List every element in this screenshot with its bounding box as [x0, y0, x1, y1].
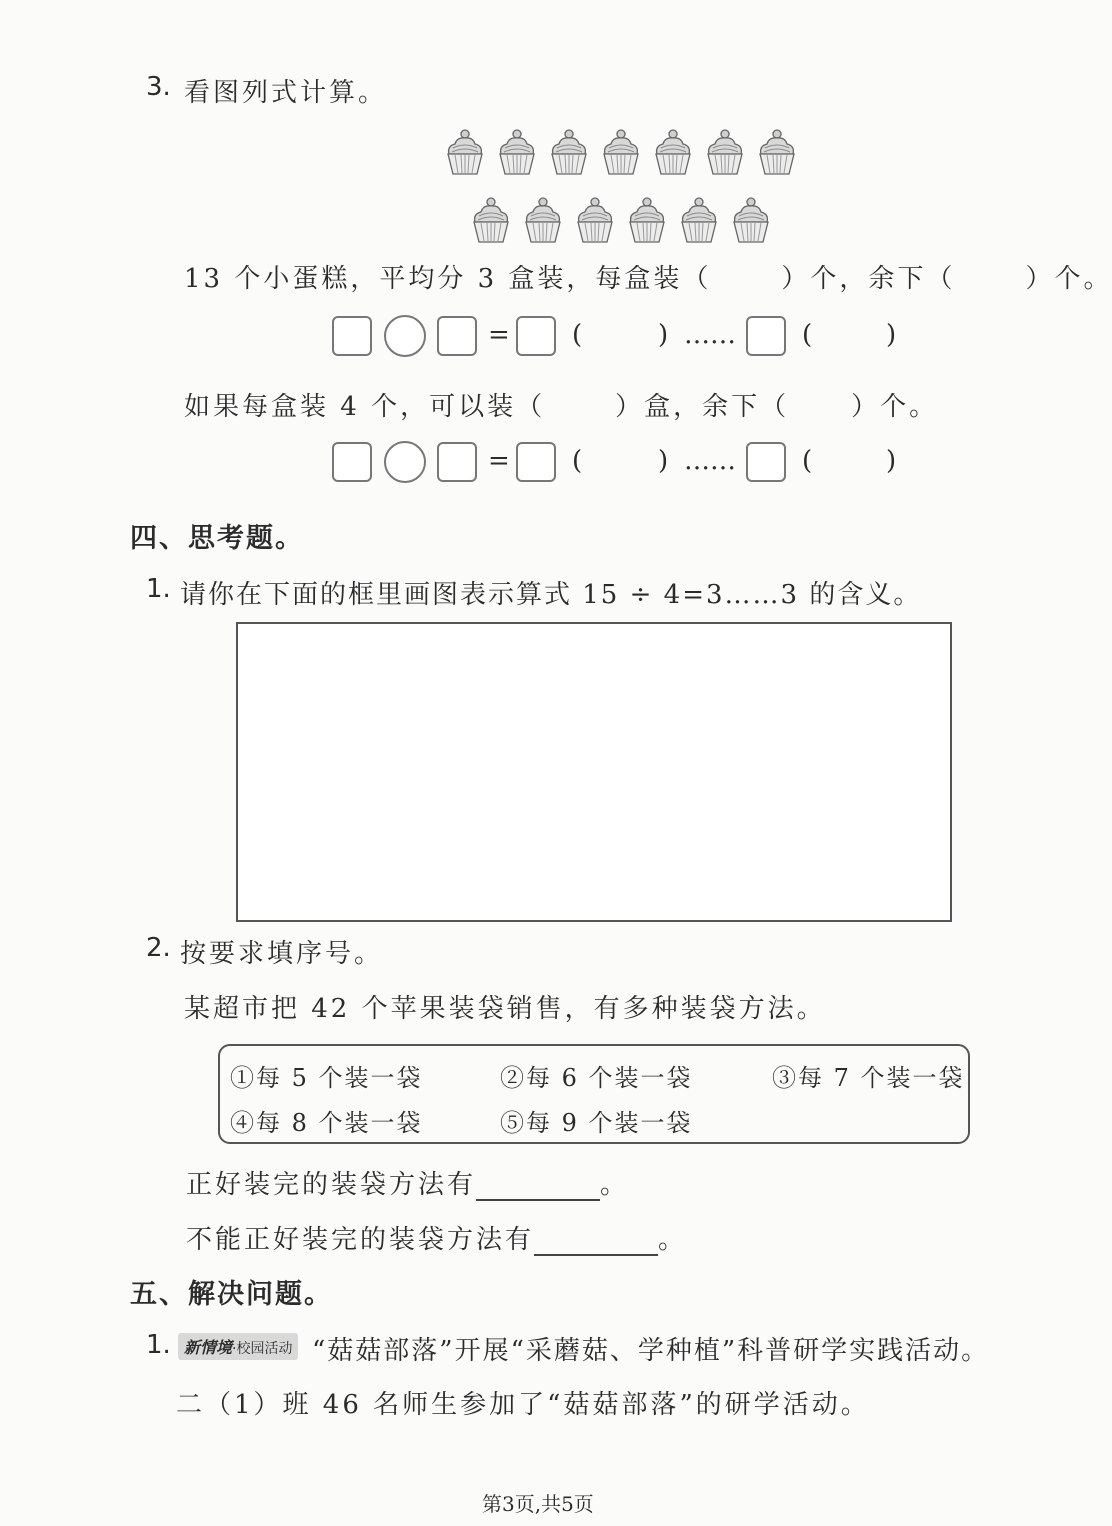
option-4: ④每 8 个装一袋	[230, 1109, 423, 1137]
close-paren: )	[886, 320, 897, 350]
cupcake-icon	[678, 196, 720, 246]
close-paren: )	[886, 446, 897, 476]
q3-line2	[184, 386, 938, 423]
s4-q2-title: 按要求填序号。	[180, 939, 384, 969]
cupcake-icon	[756, 128, 798, 178]
option-3: ③每 7 个装一袋	[772, 1064, 965, 1092]
q3-line1-part-b: ）个，余下（	[781, 264, 956, 294]
remainder-dots: ……	[684, 320, 736, 350]
new-context-tag	[178, 1333, 298, 1360]
q3-line1	[184, 258, 1112, 295]
section-5-heading: 五、解决问题。	[130, 1279, 333, 1310]
tag-main: 新情境	[184, 1338, 233, 1357]
section-4-heading: 四、思考题。	[130, 523, 304, 554]
s5-q1-line1: “菇菇部落”开展“采蘑菇、学种植”科普研学实践活动。	[312, 1336, 990, 1366]
cupcake-icon	[652, 128, 694, 178]
fill-line-1	[186, 1164, 629, 1201]
cupcake-icon	[444, 128, 486, 178]
remainder-dots: ……	[684, 446, 736, 476]
q3-title: 看图列式计算。	[184, 78, 388, 108]
cupcake-icon	[600, 128, 642, 178]
equals-sign: =	[488, 320, 510, 350]
cupcake-icon	[730, 196, 772, 246]
divisor-box[interactable]	[437, 442, 477, 482]
dividend-box[interactable]	[332, 442, 372, 482]
operator-circle[interactable]	[384, 441, 426, 483]
remainder-box[interactable]	[746, 316, 786, 356]
option-1: ①每 5 个装一袋	[230, 1064, 423, 1092]
option-5: ⑤每 9 个装一袋	[500, 1109, 693, 1137]
cupcake-icon	[626, 196, 668, 246]
remainder-box[interactable]	[746, 442, 786, 482]
s4-q2-intro: 某超市把 42 个苹果装袋销售，有多种装袋方法。	[184, 994, 826, 1024]
close-paren: )	[658, 446, 669, 476]
open-paren: (	[572, 446, 583, 476]
cupcake-icon	[470, 196, 512, 246]
open-paren: (	[802, 320, 813, 350]
operator-circle[interactable]	[384, 315, 426, 357]
cupcake-icon	[522, 196, 564, 246]
divisor-box[interactable]	[437, 316, 477, 356]
s5-q1-number: 1.	[146, 1330, 171, 1360]
q3-line1-part-a: 13 个小蛋糕，平均分 3 盒装，每盒装（	[184, 264, 712, 294]
open-paren: (	[572, 320, 583, 350]
s4-q2-number: 2.	[146, 933, 171, 963]
fill-line-2	[186, 1219, 687, 1256]
cupcake-icon	[548, 128, 590, 178]
page-footer: 第3页,共5页	[482, 1492, 594, 1516]
s4-q1-text: 请你在下面的框里画图表示算式 15 ÷ 4=3……3 的含义。	[180, 580, 922, 610]
q3-line2-part-c: ）个。	[851, 392, 939, 422]
close-paren: )	[658, 320, 669, 350]
cupcake-icon	[704, 128, 746, 178]
answer-underline[interactable]	[534, 1228, 658, 1256]
q3-line1-part-c: ）个。	[1025, 264, 1112, 294]
q3-line2-part-a: 如果每盒装 4 个，可以装（	[184, 392, 546, 422]
equals-sign: =	[488, 446, 510, 476]
fill-line-1-end: 。	[600, 1170, 630, 1200]
dividend-box[interactable]	[332, 316, 372, 356]
tag-sub: ·校园活动	[232, 1341, 293, 1357]
open-paren: (	[802, 446, 813, 476]
quotient-box[interactable]	[516, 442, 556, 482]
quotient-box[interactable]	[516, 316, 556, 356]
answer-underline[interactable]	[476, 1173, 600, 1201]
fill-line-2-label: 不能正好装完的装袋方法有	[186, 1225, 535, 1255]
s4-q1-number: 1.	[146, 574, 171, 604]
fill-line-1-label: 正好装完的装袋方法有	[186, 1170, 477, 1200]
s5-q1-line2: 二（1）班 46 名师生参加了“菇菇部落”的研学活动。	[176, 1390, 870, 1420]
cupcake-icon	[496, 128, 538, 178]
q3-line2-part-b: ）盒，余下（	[615, 392, 790, 422]
drawing-box[interactable]	[236, 622, 952, 922]
q3-number: 3.	[146, 72, 171, 102]
fill-line-2-end: 。	[658, 1225, 688, 1255]
cupcake-icon	[574, 196, 616, 246]
option-2: ②每 6 个装一袋	[500, 1064, 693, 1092]
